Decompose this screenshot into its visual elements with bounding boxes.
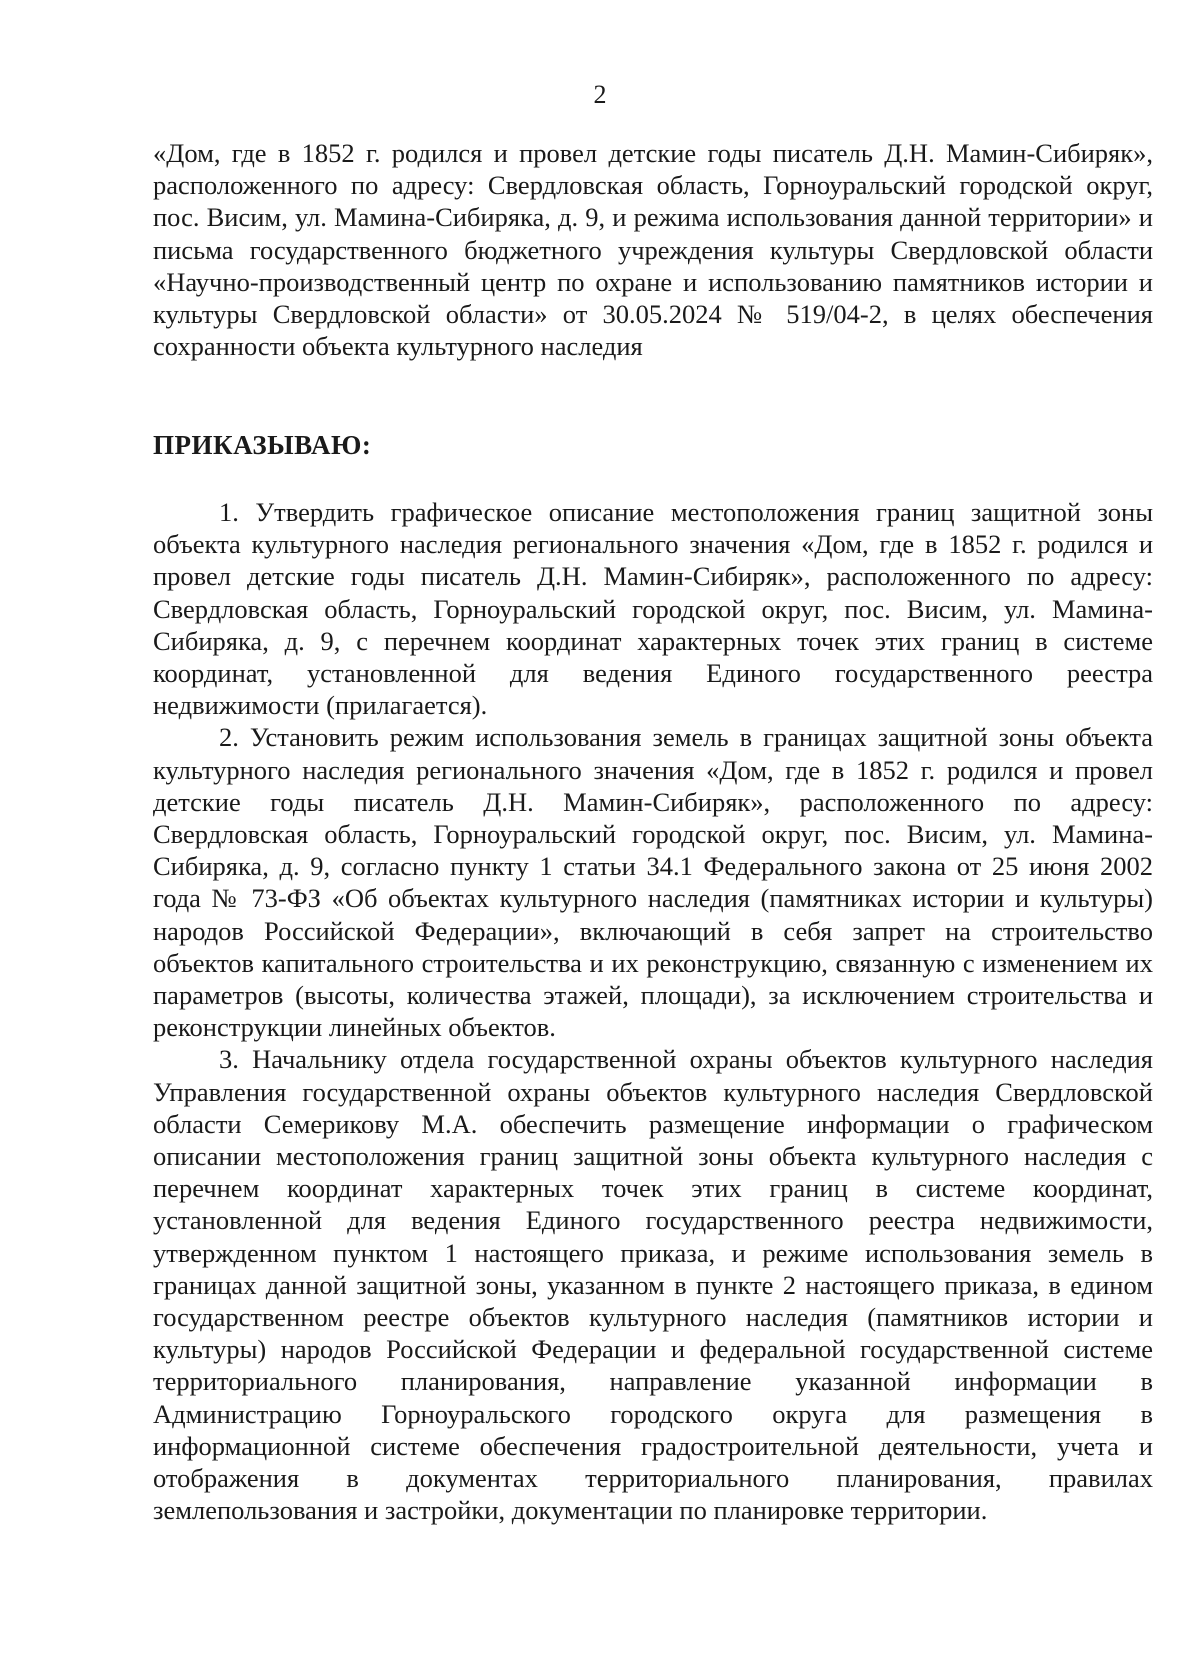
page-number: 2	[593, 80, 607, 109]
order-item-3: 3. Начальнику отдела государственной охраны объектов культурного наследия Управления государственной охраны объектов культурного наследия Свердловской области Семерикову М.А. обеспечить размещение информации о графическом описании местоположения границ защитной зоны объекта культурного наследия с перечнем координат характерных точек этих границ в системе координат, установленной для ведения Единого государственного реестра недвижимости, утвержденном пунктом 1 настоящего приказа, и режиме использования земель в границах данной защитной зоны, указанном в пункте 2 настоящего приказа, в едином государственном реестре объектов культурного наследия (памятников истории и культуры) народов Российской Федерации и федеральной государственной системе территориального планирования, направление указанной информации в Администрацию Горноуральского городского округа для размещения в информационной системе обеспечения градостроительной деятельности, учета и отображения в документах территориального планирования, правилах землепользования и застройки, документации по планировке территории.	[153, 1044, 1153, 1526]
order-heading: ПРИКАЗЫВАЮ:	[153, 430, 372, 460]
order-item-2: 2. Установить режим использования земель в границах защитной зоны объекта культурного наследия регионального значения «Дом, где в 1852 г. родился и провел детские годы писатель Д.Н. Мамин-Сибиряк», расположенного по адресу: Свердловская область, Горноуральский городской округ, пос. Висим, ул. Мамина-Сибиряка, д. 9, согласно пункту 1 статьи 34.1 Федерального закона от 25 июня 2002 года № 73-ФЗ «Об объектах культурного наследия (памятниках истории и культуры) народов Российской Федерации», включающий в себя запрет на строительство объектов капитального строительства и их реконструкцию, связанную с изменением их параметров (высоты, количества этажей, площади), за исключением строительства и реконструкции линейных объектов.	[153, 722, 1153, 1043]
order-items	[153, 496, 1153, 1527]
order-item-1: 1. Утвердить графическое описание местоположения границ защитной зоны объекта культурного наследия регионального значения «Дом, где в 1852 г. родился и провел детские годы писатель Д.Н. Мамин-Сибиряк», расположенного по адресу: Свердловская область, Горноуральский городской округ, пос. Висим, ул. Мамина-Сибиряка, д. 9, с перечнем координат характерных точек этих границ в системе координат, установленной для ведения Единого государственного реестра недвижимости (прилагается).	[153, 497, 1153, 721]
intro-paragraph: «Дом, где в 1852 г. родился и провел детские годы писатель Д.Н. Мамин-Сибиряк», расположенного по адресу: Свердловская область, Горноуральский городской округ, пос. Висим, ул. Мамина-Сибиряка, д. 9, и режима использования данной территории» и письма государственного бюджетного учреждения культуры Свердловской области «Научно-производственный центр по охране и использованию памятников истории и культуры Свердловской области» от 30.05.2024 № 519/04-2, в целях обеспечения сохранности объекта культурного наследия	[153, 138, 1153, 362]
